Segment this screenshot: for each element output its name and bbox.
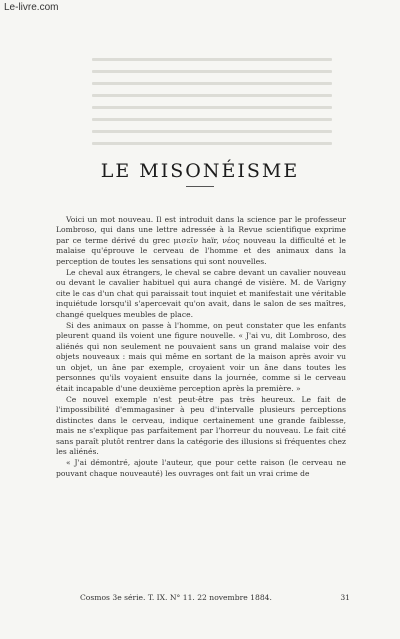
paragraph: Si des animaux on passe à l'homme, on peut constater que les enfants pleurent quand ils voient une figure nouvelle. « J'ai vu, dit Lombroso, des aliénés qui non seulement ne pouvaient sans un grand malaise voir des objets nouveaux : mais qui même en sortant de la maison après avoir vu un objet, un âne par exemple, croyaient voir un âne dans toutes les personnes qu'ils voyaient ensuite dans la journée, comme si le cerveau était incapable d'une deuxième perception après la première. » bbox=[56, 321, 346, 393]
site-watermark: Le-livre.com bbox=[4, 2, 59, 13]
paragraph: Voici un mot nouveau. Il est introduit dans la science par le professeur Lombroso, qui dans une lettre adressée à la Revue scientifique exprime par ce terme dérivé du grec μισεῖν haïr, νέος nouveau la difficulté et le malaise qu'éprouve le cerveau de l'homme et des animaux dans la perception de toutes les sensations qui sont nouvelles. bbox=[56, 215, 346, 266]
paragraph: « J'ai démontré, ajoute l'auteur, que pour cette raison (le cerveau ne pouvant chaque nouveauté) les ouvrages ont fait un vrai crime de bbox=[56, 458, 346, 478]
title-rule bbox=[186, 186, 214, 187]
citation: Cosmos 3e série. T. IX. N° 11. 22 novembre 1884. bbox=[80, 593, 272, 602]
article-title: LE MISONÉISME bbox=[100, 160, 300, 182]
paragraph: Le cheval aux étrangers, le cheval se cabre devant un cavalier nouveau ou devant le cavalier habituel qui aura changé de visière. M. de Varigny cite le cas d'un chat qui paraissait tout inquiet et manifestait une véritable inquiétude lorsqu'il s'apercevait qu'on avait, dans le salon de ses maîtres, changé quelques meubles de place. bbox=[56, 268, 346, 319]
page-number: 31 bbox=[340, 593, 350, 602]
paragraph: Ce nouvel exemple n'est peut-être pas très heureux. Le fait de l'impossibilité d'emmagasiner à peu d'intervalle plusieurs perceptions distinctes dans le cerveau, indique certainement une grande faiblesse, mais ne s'explique pas parfaitement par l'horreur du nouveau. Le fait cité sans paraît plutôt rentrer dans la catégorie des illusions si fréquentes chez les aliénés. bbox=[56, 394, 346, 456]
page-footer bbox=[80, 593, 350, 602]
article-body bbox=[56, 215, 346, 480]
bleed-through-text bbox=[92, 58, 332, 158]
